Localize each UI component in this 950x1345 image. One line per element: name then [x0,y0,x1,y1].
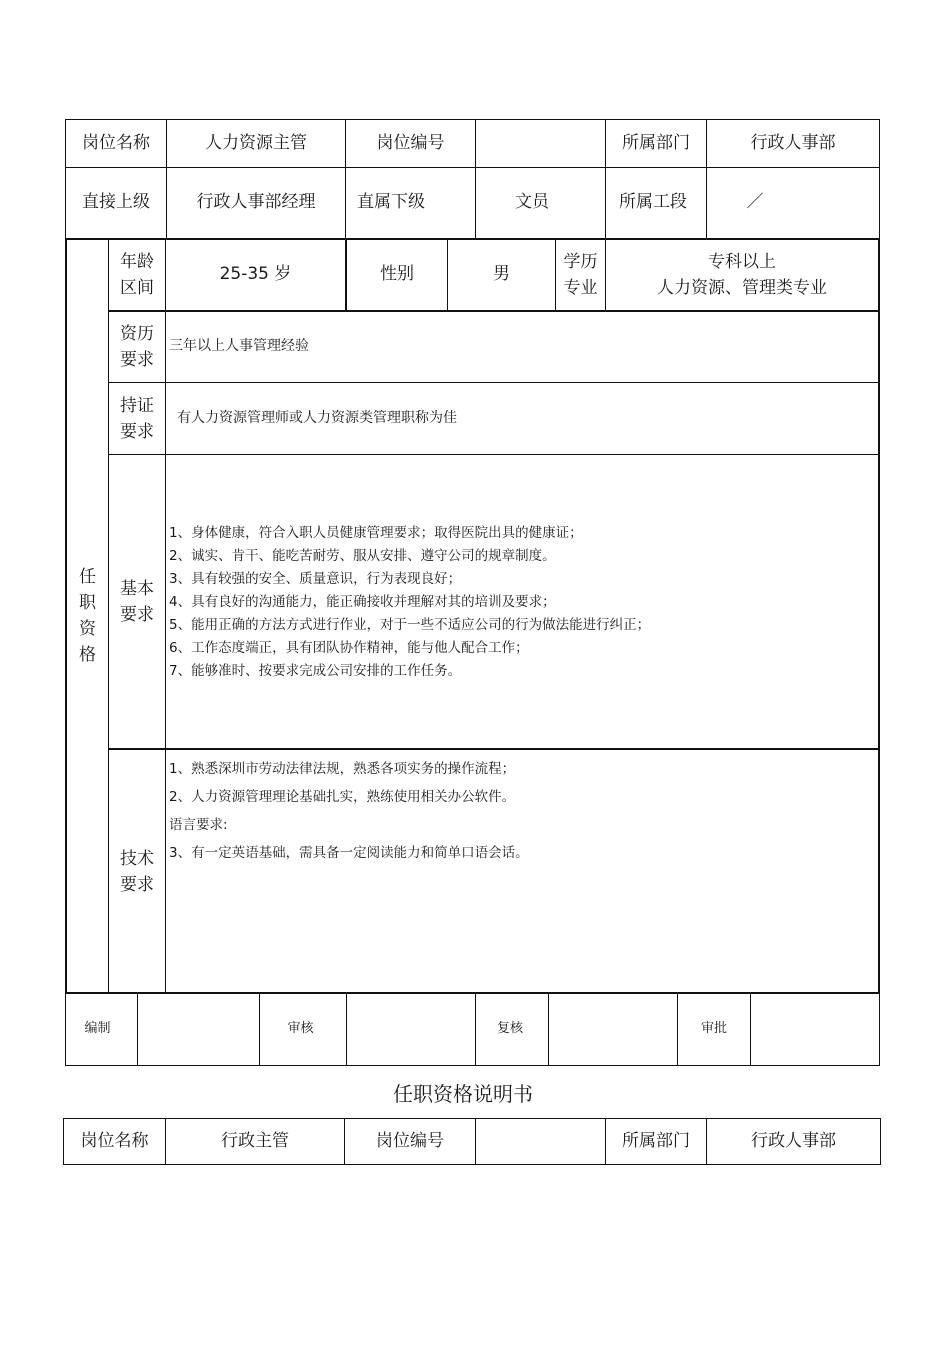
gender-value: 男 [493,264,510,285]
basic-label-line: 要求 [120,604,154,625]
age-label-line: 区间 [120,278,154,298]
education-value [606,240,878,310]
list-item: 7、能够准时、按要求完成公司安排的工作任务。 [169,663,462,679]
certificate-label [109,383,165,454]
post-name-label-2: 岗位名称 [80,1130,149,1151]
table-border [165,238,166,993]
reviewed-label: 审核 [287,1021,314,1037]
tech-label-line: 技术 [120,848,154,869]
table-border [63,1164,881,1165]
list-item: 3、具有较强的安全、质量意识，行为表现良好； [169,571,462,587]
document-title: 任职资格说明书 [393,1082,533,1106]
superior-value: 行政人事部经理 [196,192,316,213]
list-item: 4、具有良好的沟通能力，能正确接收并理解对其的培训及要求； [169,594,556,610]
table-border [108,748,880,750]
post-name-value: 人力资源主管 [205,132,307,153]
age-label [109,240,165,310]
table-border [108,454,880,455]
dept-value: 行政人事部 [750,132,836,153]
list-item: 5、能用正确的方法方式进行作业，对于一些不适应公司的行为做法能进行纠正； [169,617,651,633]
prepared-label: 编制 [84,1021,111,1037]
post-no-label-2: 岗位编号 [376,1130,444,1151]
education-label [556,240,605,310]
education-label-line: 专业 [563,278,598,298]
list-item: 语言要求: [169,817,228,833]
section-label: 所属工段 [619,192,687,213]
section-value: ／ [746,192,764,213]
table-border [880,1118,881,1165]
table-border [65,992,880,994]
technical-requirements-label [109,750,165,993]
rechecked-label: 复核 [496,1021,523,1037]
education-value-line: 专科以上 [708,252,776,272]
basic-label-line: 基本 [120,578,154,599]
table-border [548,993,549,1066]
approved-label: 审批 [700,1021,727,1037]
qualification-char: 资 [79,619,96,639]
dept-label-2: 所属部门 [622,1130,690,1151]
post-no-value [476,120,605,167]
list-item: 3、有一定英语基础，需具备一定阅读能力和简单口语会话。 [169,845,529,861]
subordinate-value: 文员 [515,192,549,213]
gender-label: 性别 [380,264,414,285]
superior-label: 直接上级 [82,192,150,213]
list-item: 1、熟悉深圳市劳动法律法规，熟悉各项实务的操作流程； [169,761,516,777]
table-border [879,993,880,1066]
technical-requirements-list [169,755,529,867]
age-label-line: 年龄 [120,252,154,272]
post-name-label: 岗位名称 [82,132,150,153]
post-no-label: 岗位编号 [376,132,445,153]
experience-label [109,312,165,382]
list-item: 2、诚实、肯干、能吃苦耐劳、服从安排、遵守公司的规章制度。 [169,548,556,564]
table-border [137,993,138,1066]
experience-label-line: 资历 [120,324,154,344]
education-value-line: 人力资源、管理类专业 [657,278,827,298]
table-border [750,993,751,1066]
list-item: 2、人力资源管理理论基础扎实，熟练使用相关办公软件。 [169,789,516,805]
list-item: 1、身体健康，符合入职人员健康管理要求；取得医院出具的健康证； [169,525,583,541]
basic-requirements-label [109,455,165,748]
education-label-line: 学历 [563,252,598,272]
qualification-char: 任 [79,567,96,587]
table-border [879,119,880,239]
age-value: 25-35 岁 [219,264,292,285]
dept-label: 所属部门 [622,132,690,153]
table-border [878,238,880,994]
certificate-label-line: 持证 [120,395,154,416]
table-border [65,1065,880,1066]
basic-requirements-list [169,522,650,683]
table-border [346,993,347,1066]
post-no-value-2 [476,1119,605,1164]
qualification-label [67,240,108,992]
experience-label-line: 要求 [120,350,154,370]
qualification-char: 职 [79,593,96,613]
dept-value-2: 行政人事部 [751,1130,836,1151]
post-name-value-2: 行政主管 [221,1130,289,1151]
experience-value: 三年以上人事管理经验 [169,338,309,355]
list-item: 6、工作态度端正，具有团队协作精神，能与他人配合工作； [169,640,529,656]
tech-label-line: 要求 [120,874,154,895]
qualification-char: 格 [79,645,96,665]
certificate-label-line: 要求 [120,421,154,442]
subordinate-label: 直属下级 [357,192,425,213]
certificate-value: 有人力资源管理师或人力资源类管理职称为佳 [177,409,457,426]
